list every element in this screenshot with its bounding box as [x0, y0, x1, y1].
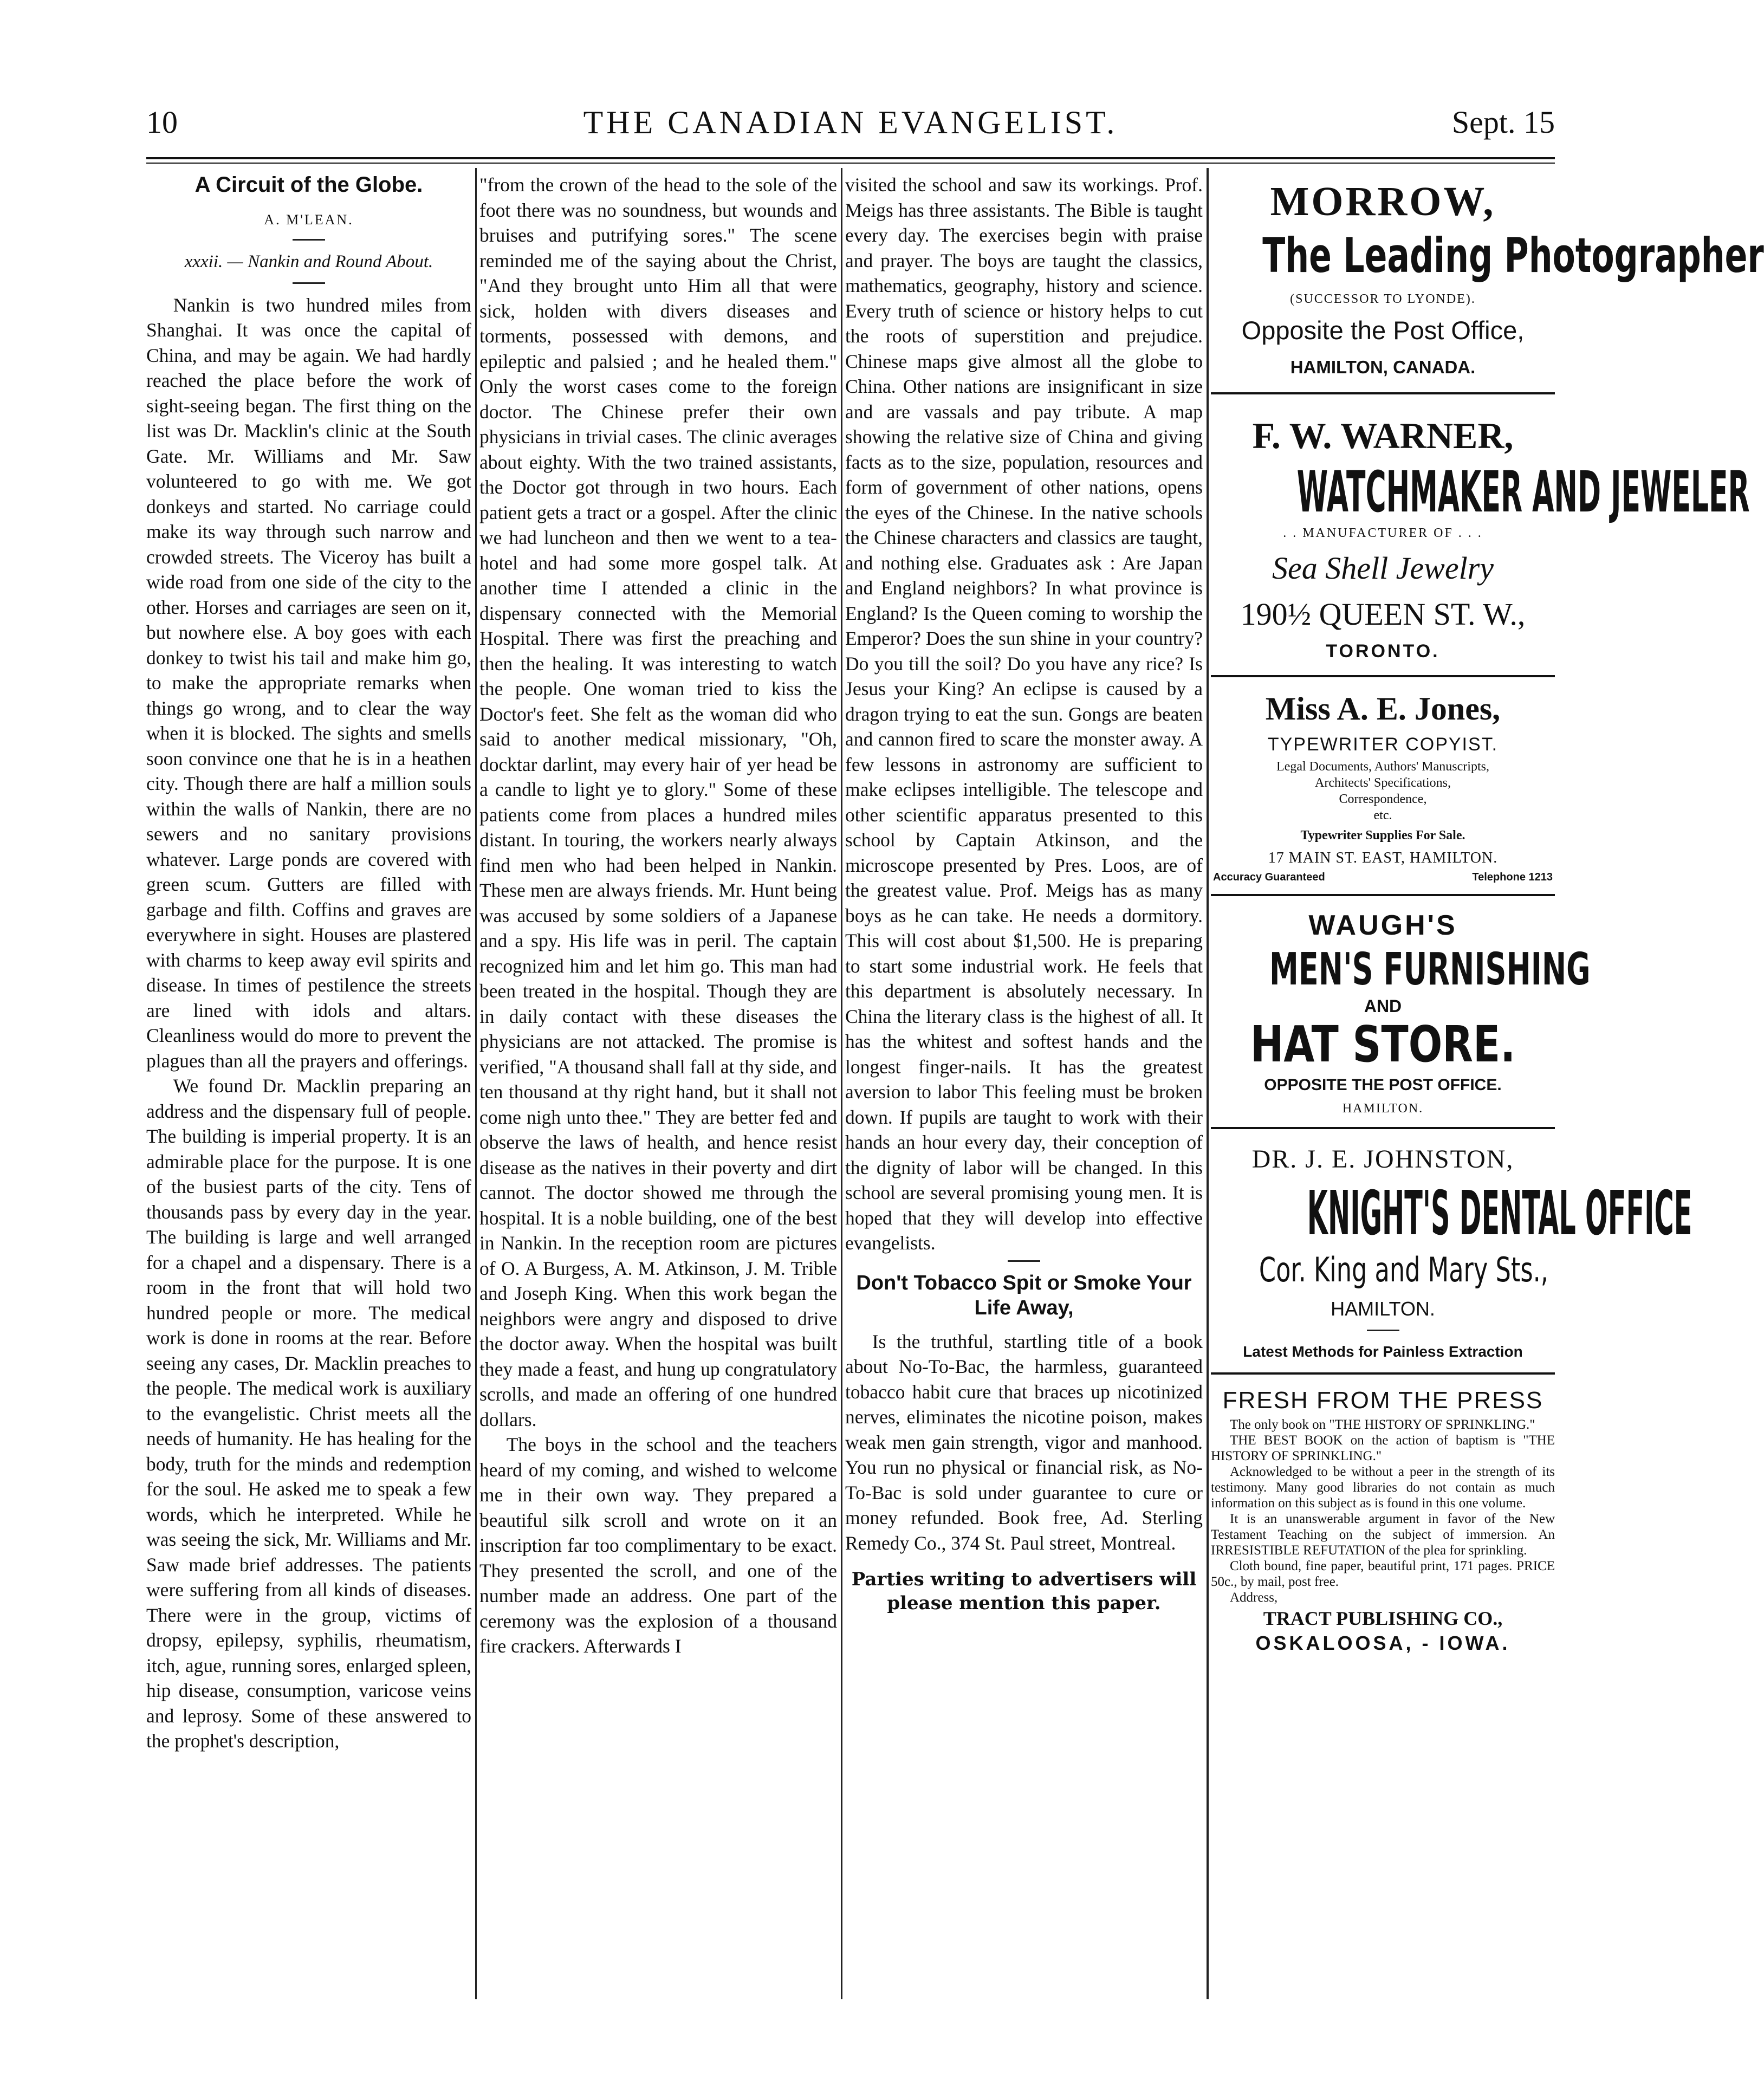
jones-accuracy: Accuracy Guaranteed	[1213, 871, 1325, 883]
fresh-body	[1211, 1417, 1555, 1605]
divider	[293, 239, 325, 241]
johnston-name: DR. J. E. JOHNSTON,	[1251, 1145, 1514, 1174]
ad-johnston	[1211, 1136, 1692, 1375]
fresh-paragraph: Address,	[1230, 1590, 1278, 1605]
jones-footer	[1211, 869, 1555, 885]
johnston-office: KNIGHT'S DENTAL OFFICE	[1307, 1178, 1692, 1249]
warner-city: TORONTO.	[1326, 641, 1440, 662]
fresh-publisher: TRACT PUBLISHING CO.,	[1263, 1608, 1503, 1629]
divider	[1008, 1260, 1040, 1262]
johnston-corner: Cor. King and Mary Sts.,	[1259, 1250, 1548, 1290]
article-paragraph: The boys in the school and the teachers heard of my coming, and wished to welcome me in their own way. They prepared a beautiful silk scroll and wrote on it an inscription far too complimentary to be exact. They presented the scroll, and one of the number made an address. One part of the ceremony was the explosion of a thousand fire crackers. Afterwards I	[479, 1434, 837, 1657]
fresh-paragraph: Acknowledged to be without a peer in the strength of its testimony. Many good libraries do not contain as much information on this subject as is found in this one volume.	[1211, 1465, 1555, 1511]
fresh-paragraph: The only book on "THE HISTORY OF SPRINKLING."	[1230, 1417, 1535, 1432]
article-paragraph: We found Dr. Macklin preparing an address and the dispensary full of people. The building is imperial property. It is an admirable place for the purpose. It is one of the busiest parts of the city. Tens of thousands pass by every day in the year. The building is large and well arranged for a chapel and a dispensary. There is a room in the front that will hold two hundred people or more. The medical work is done in rooms at the rear. Before seeing any cases, Dr. Macklin preaches to the people. The medical work is auxiliary to the evangelistic. Christ meets all the needs of humanity. He has healing for the body, truth for the minds and redemption for the soul. He asked me to speak a few words, which he interpreted. While he was seeing the sick, Mr. Williams and Mr. Saw made brief addresses. The patients were suffering from all kinds of diseases. There were in the group, victims of dropsy, epilepsy, syphilis, rheumatism, itch, ague, running sores, enlarged spleen, hip disease, consumption, varicose veins and leprosy. Some of these answered to the prophet's description,	[146, 1075, 471, 1752]
warner-manufacturer: . . MANUFACTURER OF . . .	[1283, 526, 1483, 540]
jones-services: etc.	[1373, 808, 1392, 822]
tobacco-ad-body: Is the truthful, startling title of a book about No-To-Bac, the harmless, guaranteed tobacco habit cure that braces up nicotinized nerves, eliminates the nicotine poison, makes weak men gain strength, vigor and manhood. You run no physical or financial risk, as No-To-Bac is sold under guarantee to cure or money refunded. Book free, Ad. Sterling Remedy Co., 374 St. Paul street, Montreal.	[845, 1330, 1203, 1554]
jones-services: Architects' Specifications,	[1315, 776, 1451, 790]
waugh-city: HAMILTON.	[1342, 1101, 1424, 1116]
divider	[1367, 1330, 1399, 1331]
masthead: THE CANADIAN EVANGELIST.	[583, 105, 1118, 140]
warner-address: 190½ QUEEN ST. W.,	[1240, 597, 1526, 632]
fresh-paragraph: Cloth bound, fine paper, beautiful print, 171 pages. PRICE 50c., by mail, post free.	[1211, 1559, 1555, 1589]
johnston-city: HAMILTON.	[1331, 1298, 1435, 1320]
column-divider	[841, 168, 842, 1999]
ads-column	[1211, 172, 1764, 1670]
waugh-name: WAUGH'S	[1308, 910, 1457, 941]
column-divider	[475, 168, 477, 1999]
fresh-title: FRESH FROM THE PRESS	[1222, 1387, 1543, 1414]
article-paragraph: Nankin is two hundred miles from Shanghai. It was once the capital of China, and may be again. We had hardly reached the place before the work of sight-seeing began. The first thing on the list was Dr. Macklin's clinic at the South Gate. Mr. Williams and Mr. Saw volunteered to go with me. We got donkeys and started. No carriage could make its way through such narrow and crowded streets. The Viceroy has built a wide road from one side of the city to the other. Horses and carriages are seen on it, but nowhere else. A boy goes with each donkey to twist his tail and make him go, to make the appropriate remarks when things go wrong, and to clear the way when it is blocked. The sights and smells soon convince one that he is in a heathen city. Though there are half a million souls within the walls of Nankin, there are no sewers and no sanitary provisions whatever. Large ponds are covered with green scum. Gutters are filled with garbage and filth. Coffins and graves are everywhere in sight. Houses are plastered with charms to keep away evil spirits and disease. In times of pestilence the streets are lined with idols and altars. Cleanliness would do more to prevent the plagues than all the prayers and offerings.	[146, 294, 471, 1072]
warner-product: Sea Shell Jewelry	[1272, 550, 1494, 586]
jones-supplies: Typewriter Supplies For Sale.	[1300, 828, 1465, 843]
waugh-line2: HAT STORE.	[1250, 1015, 1516, 1073]
article-title: A Circuit of the Globe.	[194, 173, 423, 197]
header-rule-thin	[146, 163, 1555, 164]
column-1	[146, 172, 471, 1754]
article-author: A. M'LEAN.	[264, 211, 354, 228]
jones-role: TYPEWRITER COPYIST.	[1267, 734, 1499, 755]
warner-trade: WATCHMAKER AND JEWELER	[1296, 459, 1750, 525]
johnston-tagline: Latest Methods for Painless Extraction	[1243, 1343, 1523, 1360]
waugh-location: OPPOSITE THE POST OFFICE.	[1264, 1076, 1502, 1094]
morrow-name: MORROW,	[1270, 179, 1496, 224]
ad-waugh	[1211, 903, 1591, 1129]
page-number: 10	[146, 105, 178, 140]
fresh-location: OSKALOOSA, - IOWA.	[1255, 1632, 1510, 1654]
page-header	[146, 104, 1555, 153]
ad-fresh-from-press	[1211, 1381, 1555, 1664]
morrow-city: HAMILTON, CANADA.	[1290, 357, 1476, 377]
column-3	[845, 172, 1203, 1615]
morrow-successor: (SUCCESSOR TO LYONDE).	[1290, 292, 1476, 306]
header-rule	[146, 157, 1555, 159]
advertiser-notice: Parties writing to advertisers will please mention this paper.	[851, 1569, 1197, 1614]
jones-address: 17 MAIN ST. EAST, HAMILTON.	[1268, 850, 1498, 866]
ad-morrow	[1211, 172, 1764, 394]
waugh-and: AND	[1364, 996, 1402, 1016]
jones-telephone: Telephone 1213	[1472, 871, 1553, 883]
issue-date: Sept. 15	[1451, 105, 1555, 140]
divider	[293, 282, 325, 284]
fresh-paragraph: It is an unanswerable argument in favor of the New Testament Teaching on the subject of immersion. An IRRESISTIBLE REFUTATION of the plea for sprinkling.	[1211, 1512, 1555, 1558]
ad-warner	[1211, 401, 1750, 677]
morrow-tagline: The Leading Photographer	[1262, 228, 1764, 283]
warner-name: F. W. WARNER,	[1252, 415, 1514, 456]
fresh-paragraph: THE BEST BOOK on the action of baptism is "THE HISTORY OF SPRINKLING."	[1211, 1433, 1555, 1463]
ad-jones	[1211, 684, 1555, 896]
jones-services: Legal Documents, Authors' Manuscripts,	[1276, 760, 1489, 774]
column-2	[479, 172, 837, 1659]
tobacco-ad-title: Don't Tobacco Spit or Smoke Your Life Away,	[856, 1271, 1192, 1319]
article-paragraph: visited the school and saw its workings. Prof. Meigs has three assistants. The Bible is taught every day. The exercises begin with praise and prayer. The boys are taught the classics, mathematics, geography, history and science. Every truth of science or history helps to cut the roots of superstition and prejudice. Chinese maps give almost all the globe to China. Other nations are insignificant in size and are vassals and pay tribute. A map showing the relative size of China and giving facts as to the size, population, resources and form of government of other nations, opens the eyes of the Chinese. In the native schools the Chinese characters and classics are taught, and nothing else. Graduates ask : Are Japan and England neighbors? In what province is England? Is the Queen coming to worship the Emperor? Does the sun shine in your country? Do you till the soil? Do you have any rice? Is Jesus your King? An eclipse is caused by a dragon trying to eat the sun. Gongs are beaten and cannon fired to scare the monster away. A few lessons in astronomy are sufficient to make eclipses intelligible. The telescope and other scientific apparatus presented to this school by Captain Atkinson, and the microscope presented by Pres. Loos, are of the greatest value. Prof. Meigs has as many boys as he can take. He needs a dormitory. This will cost about $1,500. He is preparing to start some industrial work. He feels that this department is absolutely necessary. In China the literary class is the highest of all. It has the whitest and softest hands and the longest finger-nails. It has the greatest aversion to labor This feeling must be broken down. If pupils are taught to work with their hands an hour every day, their conception of the dignity of labor will be changed. In this school are several promising young men. It is hoped that they will develop into effective evangelists.	[845, 174, 1203, 1254]
morrow-location: Opposite the Post Office,	[1241, 316, 1525, 345]
article-paragraph: "from the crown of the head to the sole of the foot there was no soundness, but wounds and bruises and putrifying sores." The scene reminded me of the saying about the Christ, "And they brought unto Him all that were sick, holden with divers diseases and torments, possessed with demons, and epileptic and palsied ; and he healed them." Only the worst cases come to the foreign doctor. The Chinese prefer their own physicians in trivial cases. The clinic averages about eighty. With the two trained assistants, the Doctor got through in two hours. Each patient gets a tract or a gospel. After the clinic we had luncheon and then we went to a tea-hotel and had some more gospel talk. At another time I attended a clinic in the dispensary connected with the Memorial Hospital. There was first the preaching and then the healing. It was interesting to watch the people. One woman tried to kiss the Doctor's feet. She felt as the woman did who said to another medical missionary, "Oh, docktar darlint, may every hair of yer head be a candle to light ye to glory." Some of these patients come from places a hundred miles distant. In touring, the workers nearly always find men who had been helped in Nankin. These men are always friends. Mr. Hunt being was accused by some soldiers of a Japanese and a spy. His life was in peril. The captain recognized him and let him go. This man had been treated in the hospital. Though they are in daily contact with these diseases the physicians are not attacked. The promise is verified, "A thousand shall fall at thy side, and ten thousand at thy right hand, but it shall not come nigh unto thee." They are better fed and observe the laws of health, and hence resist disease as the natives in their poverty and dirt cannot. The doctor showed me through the hospital. It is a noble building, one of the best in Nankin. In the reception room are pictures of O. A Burgess, A. M. Atkinson, J. M. Trible and Joseph King. When this work began the neighbors were angry and disposed to drive the doctor away. When the hospital was built they made a feast, and hung up congratulatory scrolls, and made an offering of one hundred dollars.	[479, 174, 837, 1430]
jones-services: Correspondence,	[1339, 792, 1427, 806]
waugh-line1: MEN'S FURNISHING	[1269, 944, 1591, 995]
jones-name: Miss A. E. Jones,	[1265, 691, 1501, 727]
column-divider	[1207, 168, 1209, 1999]
article-subtitle: xxxii. — Nankin and Round About.	[184, 252, 433, 271]
